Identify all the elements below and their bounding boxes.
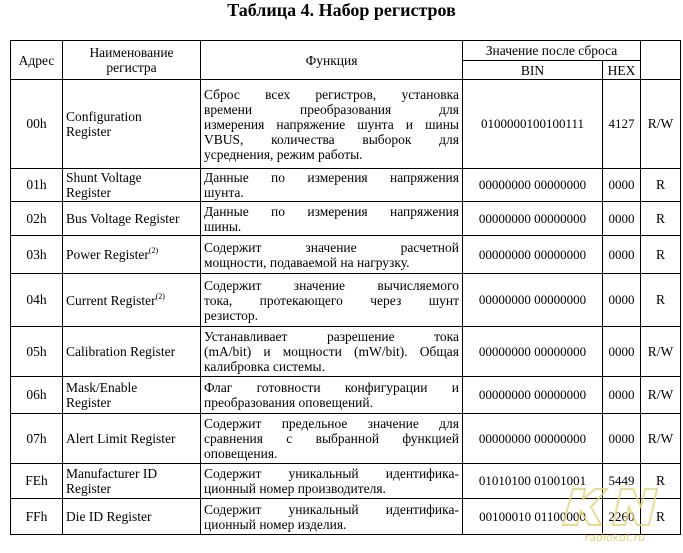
function-line: ционный номер производителя.	[204, 481, 386, 496]
register-name-line	[66, 509, 197, 524]
register-name-text: Register	[66, 124, 111, 139]
cell-access: R	[641, 202, 681, 236]
cell-register-name	[63, 499, 201, 535]
register-name-text: Mask/Enable	[66, 380, 138, 395]
cell-function	[201, 202, 463, 236]
table-row	[11, 80, 681, 169]
function-line: оповещения.	[204, 446, 278, 461]
cell-function	[201, 327, 463, 377]
function-line: Сброс всех регистров, установка	[204, 86, 459, 102]
cell-address: FEh	[11, 464, 63, 499]
register-name-line	[66, 170, 197, 185]
function-line: Содержит уникальный идентифика-	[204, 466, 459, 481]
register-name-text: Register	[66, 395, 111, 410]
cell-hex-value: 0000	[603, 274, 641, 327]
cell-address: 04h	[11, 274, 63, 327]
cell-access: R	[641, 499, 681, 535]
cell-hex-value: 0000	[603, 169, 641, 202]
cell-function	[201, 464, 463, 499]
cell-function	[201, 80, 463, 169]
register-name-text: Bus Voltage Register	[66, 211, 180, 226]
cell-address: FFh	[11, 499, 63, 535]
table-row	[11, 499, 681, 535]
function-line: Содержит значение расчетной	[204, 239, 459, 255]
cell-address: 06h	[11, 377, 63, 414]
cell-bin-value: 00000000 00000000	[463, 377, 603, 414]
header-name	[63, 41, 201, 80]
cell-access: R/W	[641, 327, 681, 377]
register-name-text: Die ID Register	[66, 509, 152, 524]
register-name-text: Current Register	[66, 292, 156, 308]
cell-hex-value: 0000	[603, 327, 641, 377]
function-line: резистор.	[204, 307, 259, 323]
cell-register-name	[63, 464, 201, 499]
register-name-line	[66, 380, 197, 395]
cell-register-name	[63, 202, 201, 236]
table-row	[11, 274, 681, 327]
function-line: Флаг готовности конфигурации и	[204, 380, 459, 395]
register-name-line	[66, 481, 197, 496]
cell-bin-value: 00000000 00000000	[463, 169, 603, 202]
function-line: Данные по измерения напряжения	[204, 203, 459, 219]
function-line: преобразования оповещений.	[204, 395, 374, 410]
cell-hex-value: 5449	[603, 464, 641, 499]
cell-register-name	[63, 80, 201, 169]
function-line: времени преобразования для	[204, 101, 459, 117]
footnote-ref: (2)	[155, 291, 165, 301]
function-line: VBUS, количества выборок для	[204, 131, 459, 147]
cell-hex-value: 0000	[603, 414, 641, 464]
cell-function	[201, 169, 463, 202]
cell-access: R	[641, 169, 681, 202]
cell-access: R	[641, 464, 681, 499]
cell-address: 01h	[11, 169, 63, 202]
register-name-line	[66, 466, 197, 481]
cell-bin-value: 00000000 00000000	[463, 327, 603, 377]
cell-function	[201, 274, 463, 327]
cell-function	[201, 377, 463, 414]
register-table-body	[11, 80, 681, 535]
cell-bin-value: 00000000 00000000	[463, 202, 603, 236]
function-line: ционный номер изделия.	[204, 516, 347, 532]
header-name-line2: регистра	[106, 60, 157, 75]
function-line: Устанавливает разрешение тока	[204, 329, 459, 344]
table-row	[11, 377, 681, 414]
register-name-line	[66, 185, 197, 200]
register-name-line	[66, 124, 197, 139]
cell-register-name	[63, 414, 201, 464]
cell-address: 03h	[11, 236, 63, 274]
cell-access: R/W	[641, 377, 681, 414]
cell-access: R	[641, 274, 681, 327]
register-name-text: Alert Limit Register	[66, 431, 176, 446]
cell-bin-value: 01010100 01001001	[463, 464, 603, 499]
function-line: Содержит предельное значение для	[204, 416, 459, 431]
header-name-line1: Наименование	[89, 45, 174, 60]
function-line: тока, протекающего через шунт	[204, 292, 459, 308]
cell-hex-value: 4127	[603, 80, 641, 169]
cell-access: R/W	[641, 80, 681, 169]
table-row	[11, 202, 681, 236]
cell-address: 02h	[11, 202, 63, 236]
cell-address: 05h	[11, 327, 63, 377]
register-name-text: Register	[66, 185, 111, 200]
page-title: Таблица 4. Набор регистров	[227, 0, 456, 20]
cell-bin-value: 00000000 00000000	[463, 414, 603, 464]
table-row	[11, 464, 681, 499]
header-address: Адрес	[11, 41, 63, 80]
function-line: измерения напряжение шунта и шины	[204, 116, 459, 132]
register-table	[10, 40, 681, 535]
cell-bin-value: 00100010 01100000	[463, 499, 603, 535]
table-row	[11, 169, 681, 202]
cell-access: R/W	[641, 414, 681, 464]
register-name-text: Shunt Voltage	[66, 170, 142, 185]
function-line: Данные по измерения напряжения	[204, 170, 459, 185]
register-name-text: Manufacturer ID	[66, 466, 158, 481]
function-line: калибровка системы.	[204, 359, 325, 374]
table-row	[11, 236, 681, 274]
function-line: Содержит уникальный идентифика-	[204, 501, 459, 517]
header-reset-value: Значение после сброса	[463, 41, 641, 61]
register-name-text: Register	[66, 481, 111, 496]
cell-hex-value: 0000	[603, 236, 641, 274]
function-line: (mA/bit) и мощности (mW/bit). Общая	[204, 344, 459, 359]
cell-bin-value: 0100000100100111	[463, 80, 603, 169]
cell-access: R	[641, 236, 681, 274]
cell-address: 07h	[11, 414, 63, 464]
cell-function	[201, 236, 463, 274]
cell-hex-value: 2260	[603, 499, 641, 535]
register-name-line	[66, 431, 197, 446]
cell-bin-value: 00000000 00000000	[463, 274, 603, 327]
cell-register-name	[63, 327, 201, 377]
cell-hex-value: 0000	[603, 202, 641, 236]
function-line: Содержит значение вычисляемого	[204, 277, 459, 293]
register-name-text: Configuration	[66, 109, 142, 124]
function-line: шины.	[204, 218, 242, 234]
header-function: Функция	[201, 41, 463, 80]
footnote-ref: (2)	[148, 246, 159, 255]
table-row	[11, 414, 681, 464]
register-name-line	[66, 109, 197, 124]
watermark-text: radiokot.ru	[584, 531, 646, 544]
register-name-line	[66, 247, 197, 262]
cell-function	[201, 414, 463, 464]
register-name-text: Calibration Register	[66, 344, 176, 359]
header-bin: BIN	[463, 61, 603, 80]
register-name-line	[66, 344, 197, 359]
cell-hex-value: 0000	[603, 377, 641, 414]
register-name-line	[66, 211, 197, 226]
cell-register-name	[63, 169, 201, 202]
function-line: усреднения, режим работы.	[204, 146, 363, 162]
cell-address: 00h	[11, 80, 63, 169]
cell-register-name	[63, 377, 201, 414]
cell-register-name	[63, 236, 201, 274]
cell-register-name	[63, 274, 201, 327]
function-line: шунта.	[204, 185, 244, 200]
register-name-text: Power Register	[66, 247, 149, 262]
table-row	[11, 327, 681, 377]
header-hex: HEX	[603, 61, 641, 80]
header-access	[641, 41, 681, 80]
function-line: сравнения с выбранной функцией	[204, 431, 459, 446]
register-name-line	[66, 395, 197, 410]
register-name-line	[66, 293, 197, 308]
function-line: мощности, подаваемой на нагрузку.	[204, 254, 410, 270]
cell-bin-value: 00000000 00000000	[463, 236, 603, 274]
cell-function	[201, 499, 463, 535]
